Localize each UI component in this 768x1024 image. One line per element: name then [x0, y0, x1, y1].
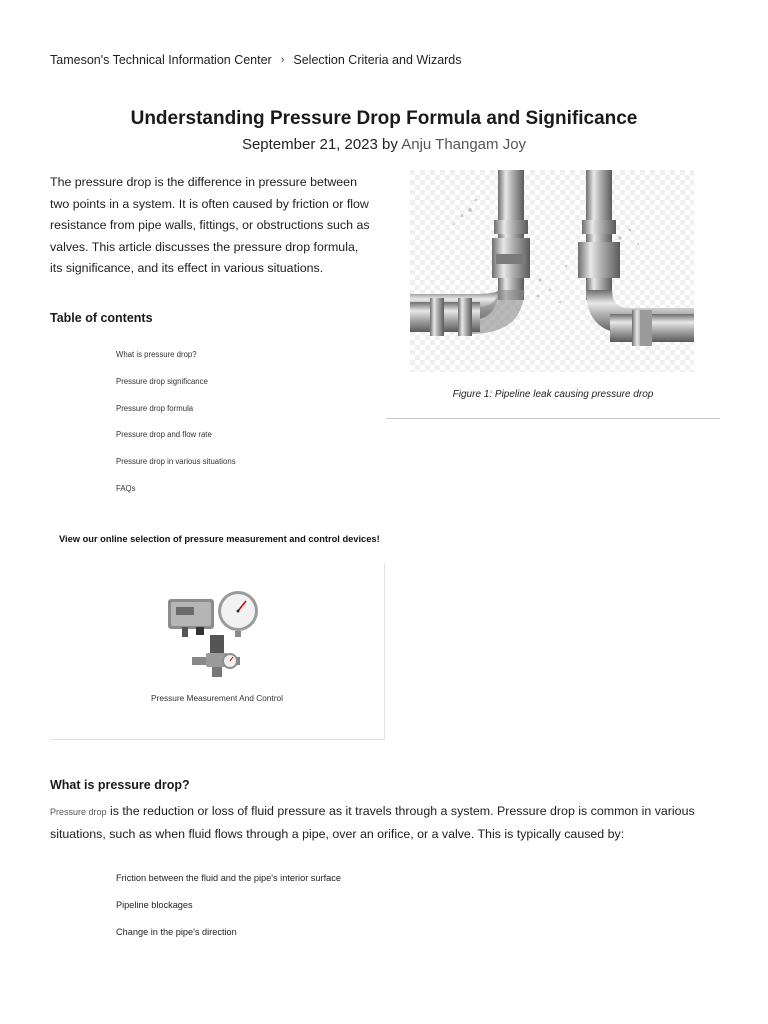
byline-by: by	[382, 136, 398, 153]
causes-list	[116, 870, 341, 950]
toc-heading: Table of contents	[50, 311, 153, 325]
article-date: September 21, 2023	[241, 136, 378, 153]
promo-label: Pressure Measurement And Control	[151, 693, 283, 703]
promo-card-link[interactable]	[50, 563, 385, 740]
section-heading-what-is-pressure-drop: What is pressure drop?	[50, 778, 190, 792]
breadcrumb-link-selection-criteria[interactable]: Selection Criteria and Wizards	[293, 53, 462, 67]
pipeline-leak-image	[410, 170, 694, 372]
divider	[386, 418, 720, 419]
list-item: Friction between the fluid and the pipe's interior surface	[116, 873, 341, 883]
list-item: Change in the pipe's direction	[116, 926, 237, 937]
toc-link-formula[interactable]: Pressure drop formula	[116, 403, 194, 413]
list-item: Pipeline blockages	[116, 899, 193, 910]
article-byline	[0, 136, 768, 153]
toc-link-flow-rate[interactable]: Pressure drop and flow rate	[116, 430, 212, 440]
figure-caption: Figure 1: Pipeline leak causing pressure drop	[452, 389, 654, 400]
pressure-drop-term-link[interactable]: Pressure drop	[50, 807, 107, 817]
toc-link-faqs[interactable]: FAQs	[116, 483, 136, 493]
breadcrumb	[50, 53, 462, 67]
section-paragraph-text: is the reduction or loss of fluid pressure as it travels through a system. Pressure drop is common in various situations, such as when fluid flows through a pipe, over an orifice, or a valve. This is typically caused by:	[50, 804, 695, 841]
breadcrumb-link-tech-center[interactable]: Tameson's Technical Information Center	[50, 53, 272, 67]
intro-paragraph: The pressure drop is the difference in pressure between two points in a system. It is often caused by friction or flow resistance from pipe walls, fittings, or obstructions such as valves. This article discusses the pressure drop formula, its significance, and its effect in various situations.	[50, 175, 370, 275]
toc-link-what-is-pressure-drop[interactable]: What is pressure drop?	[116, 350, 197, 359]
pipeline-leak-icon	[410, 170, 694, 372]
promo-heading: View our online selection of pressure measurement and control devices!	[59, 534, 380, 544]
toc-list	[116, 345, 236, 506]
toc-link-various-situations[interactable]: Pressure drop in various situations	[116, 457, 236, 467]
pressure-devices-icon	[162, 577, 282, 687]
chevron-right-icon: ›	[280, 54, 285, 66]
page-title: Understanding Pressure Drop Formula and Significance	[130, 108, 638, 129]
pressure-devices-image	[162, 577, 282, 687]
section-paragraph	[50, 800, 730, 845]
author-link[interactable]: Anju Thangam Joy	[401, 136, 527, 153]
toc-link-significance[interactable]: Pressure drop significance	[116, 376, 208, 386]
